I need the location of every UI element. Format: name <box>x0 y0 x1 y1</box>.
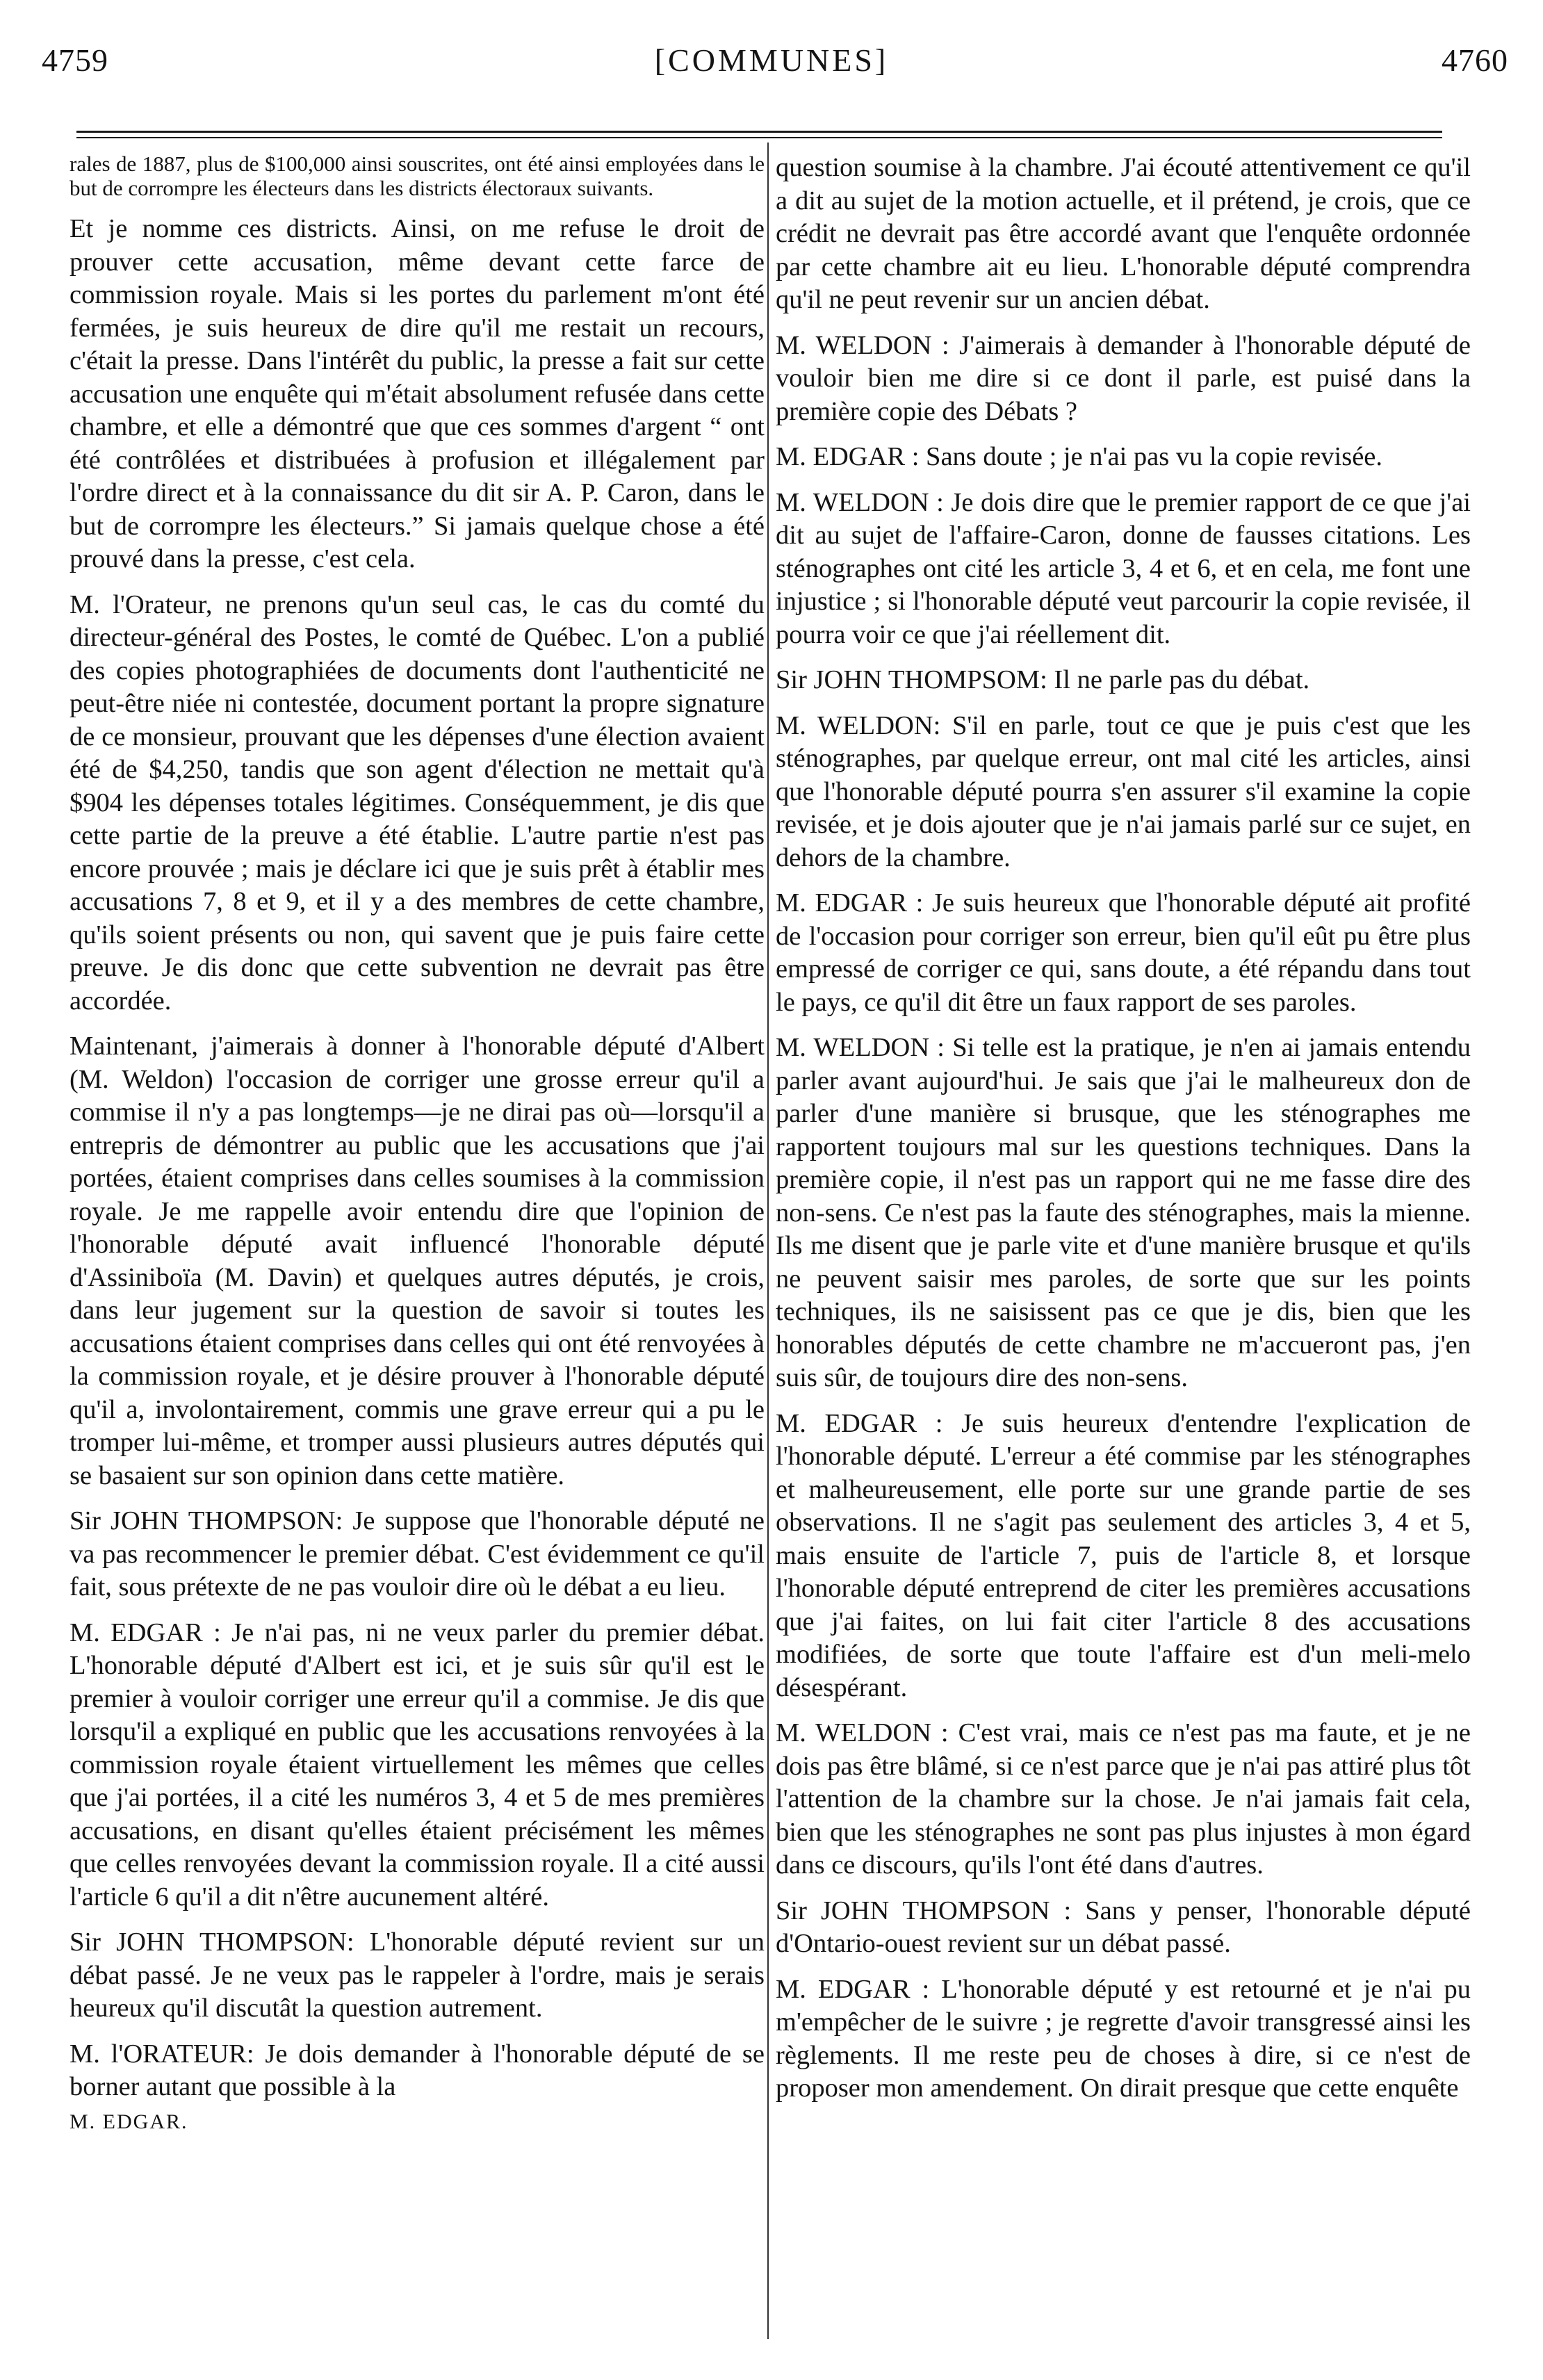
speaker-name: Sir JOHN THOMPSON: <box>70 1927 354 1957</box>
speaker-name: Sir JOHN THOMPSOM: <box>776 665 1047 694</box>
header-rule-thin <box>76 137 1442 138</box>
right-column <box>776 152 1471 2118</box>
column-divider <box>767 142 769 2339</box>
paragraph <box>70 213 765 576</box>
paragraph <box>776 664 1471 697</box>
paragraph <box>70 1617 765 1914</box>
paragraph-text: Sans y penser, l'honorable député d'Ontario-ouest revient sur un débat passé. <box>776 1896 1471 1958</box>
paragraph <box>776 441 1471 474</box>
paragraph <box>70 589 765 1018</box>
paragraph <box>776 487 1471 652</box>
paragraph-text: Si telle est la pratique, je n'en ai jamais entendu parler avant aujourd'hui. Je sais que j'ai le malheureux don de parler d'une manière si brusque, que les sténographes me rapportent toujours mal sur les questions techniques. Dans la première copie, il n'est pas un rapport qui ne me fasse dire des non-sens. Ce n'est pas la faute des sténographes, mais la mienne. Ils me disent que je parle vite et d'une manière brusque et qu'ils ne peuvent saisir mes paroles, de sorte que sur les points techniques, ils ne saisissent pas ce que je dis, bien que les honorables députés de cette chambre ne m'accueront pas, j'en suis sûr, de toujours dire des non-sens. <box>776 1033 1471 1392</box>
speaker-name: M. WELDON : <box>776 487 944 517</box>
paragraph-text: M. l'Orateur, ne prenons qu'un seul cas, le cas du comté du directeur-général des Postes, le comté de Québec. L'on a publié des copies photographiées de documents dont l'authenticité ne peut-être niée ni contestée, document portant la propre signature de ce monsieur, prouvant que les dépenses d'une élection avaient été de $4,250, tandis que son agent d'élection ne mettait qu'à $904 les dépenses totales légitimes. Conséquemment, je dis que cette partie de la preuve a été établie. L'autre partie n'est pas encore prouvée ; mais je déclare ici que je suis prêt à établir mes accusations 7, 8 et 9, et il y a des membres de cette chambre, qu'ils soient présents ou non, qui savent que je puis faire cette preuve. Je dis donc que cette subvention ne devrait pas être accordée. <box>70 589 765 1016</box>
signature-line <box>70 2104 765 2139</box>
paragraph-text: Je dois demander à l'honorable député de se borner autant que possible à la <box>70 2039 765 2101</box>
paragraph-text: Je suppose que l'honorable député ne va pas recommencer le premier débat. C'est évidemment ce qu'il fait, sous prétexte de ne pas vouloir dire où le débat a eu lieu. <box>70 1506 765 1601</box>
paragraph <box>70 1926 765 2026</box>
paragraph <box>70 1505 765 1604</box>
paragraph-text: C'est vrai, mais ce n'est pas ma faute, et je ne dois pas être blâmé, si ce n'est parce que je n'ai pas attiré plus tôt l'attention de la chambre sur la chose. Je n'ai jamais fait cela, bien que les sténographes ne sont pas plus injustes à mon égard dans ce discours, qu'ils l'ont été dans d'autres. <box>776 1718 1471 1880</box>
paragraph <box>776 1032 1471 1395</box>
paragraph <box>776 329 1471 429</box>
header-rule <box>76 131 1442 133</box>
speaker-name: M. WELDON: <box>776 710 941 740</box>
speaker-name: M. WELDON : <box>776 1033 945 1062</box>
speaker-name: Sir JOHN THOMPSON: <box>70 1506 343 1535</box>
paragraph-text: Je dois dire que le premier rapport de ce que j'ai dit au sujet de l'affaire-Caron, donne de fausses citations. Les sténographes ont cité les article 3, 4 et 6, et en cela, me font une injustice ; si l'honorable député veut parcourir la copie revisée, il pourra voir ce que j'ai réellement dit. <box>776 487 1471 649</box>
paragraph <box>776 1895 1471 1961</box>
speaker-name: M. EDGAR : <box>776 1974 930 2004</box>
paragraph <box>70 1030 765 1492</box>
paragraph <box>776 152 1471 317</box>
paragraph-text: J'aimerais à demander à l'honorable député de vouloir bien me dire si ce dont il parle, est puisé dans la première copie des Débats ? <box>776 330 1471 426</box>
speaker-name: Sir JOHN THOMPSON : <box>776 1896 1072 1925</box>
paragraph <box>776 710 1471 875</box>
paragraph-text: Il ne parle pas du débat. <box>1047 665 1310 694</box>
paragraph <box>776 1973 1471 2105</box>
paragraph-text: Je suis heureux que l'honorable député ait profité de l'occasion pour corriger son erreur, bien qu'il eût pu être plus empressé de corriger ce qui, sans doute, a été répandu dans tout le pays, ce qu'il dit être un faux rapport de ses paroles. <box>776 888 1471 1017</box>
speaker-name: M. l'ORATEUR: <box>70 2039 254 2069</box>
paragraph-text: rales de 1887, plus de $100,000 ainsi souscrites, ont été ainsi employées dans le but de corrompre les électeurs dans les districts électoraux suivants. <box>70 152 765 200</box>
speaker-name: M. EDGAR : <box>776 888 924 918</box>
paragraph <box>776 887 1471 1019</box>
page-number-right: 4760 <box>1442 42 1508 78</box>
paragraph-text: Sans doute ; je n'ai pas vu la copie revisée. <box>919 442 1383 471</box>
paragraph-text: Je n'ai pas, ni ne veux parler du premier débat. L'honorable député d'Albert est ici, et je suis sûr qu'il est le premier à vouloir corriger une erreur qu'il a commise. Je dis que lorsqu'il a expliqué en public que les accusations renvoyées à la commission royale étaient virtuellement les mêmes que celles que j'ai portées, il a cité les numéros 3, 4 et 5 de mes premières accusations, en disant qu'elles étaient précisément les mêmes que celles renvoyées devant la commission royale. Il a cité aussi l'article 6 qu'il a dit n'être aucunement altéré. <box>70 1617 765 1912</box>
speaker-name: M. WELDON : <box>776 330 949 360</box>
paragraph <box>70 2038 765 2104</box>
left-column <box>70 152 765 2138</box>
speaker-name: M. EDGAR : <box>70 1617 221 1647</box>
paragraph-text: L'honorable député y est retourné et je n'ai pu m'empêcher de le suivre ; je regrette d'avoir transgressé ainsi les règlements. Il me reste peu de choses à dire, si ce n'est de proposer mon amendement. On dirait presque que cette enquête <box>776 1974 1471 2103</box>
speaker-name: M. EDGAR : <box>776 1408 943 1438</box>
paragraph <box>70 152 765 200</box>
speaker-name: M. EDGAR : <box>776 442 920 471</box>
page-number-left: 4759 <box>42 42 108 78</box>
paragraph-text: S'il en parle, tout ce que je puis c'est que les sténographes, par quelque erreur, ont mal cité les articles, ainsi que l'honorable député pourra s'en assurer s'il examine la copie revisée, et je dois ajouter que je n'ai jamais parlé sur ce sujet, en dehors de la chambre. <box>776 710 1471 872</box>
paragraph <box>776 1717 1471 1882</box>
page-title: [COMMUNES] <box>654 42 889 78</box>
page-header <box>0 42 1543 83</box>
signature: M. EDGAR. <box>70 2110 188 2133</box>
paragraph-text: Je suis heureux d'entendre l'explication de l'honorable député. L'erreur a été commise par les sténographes et malheureusement, elle porte sur une grande partie de ses observations. Il ne s'agit pas seulement des articles 3, 4 et 5, mais ensuite de l'article 7, puis de l'article 8, et lorsque l'honorable député entreprend de citer les premières accusations que j'ai faites, on lui fait citer l'article 8 des accusations modifiées, de sorte que toute l'affaire est d'un meli-melo désespérant. <box>776 1408 1471 1702</box>
paragraph-text: Et je nomme ces districts. Ainsi, on me refuse le droit de prouver cette accusation, même devant cette farce de commission royale. Mais si les portes du parlement m'ont été fermées, je suis heureux de dire qu'il me restait un recours, c'était la presse. Dans l'intérêt du public, la presse a fait sur cette accusation une enquête qui m'était absolument refusée dans cette chambre, et elle a démontré que que ces sommes d'argent “ ont été contrôlées et distribuées à profusion et illégalement par l'ordre direct et à la connaissance du dit sir A. P. Caron, dans le but de corrompre les électeurs.” Si jamais quelque chose a été prouvé dans la presse, c'est cela. <box>70 214 765 573</box>
paragraph <box>776 1408 1471 1705</box>
paragraph-text: L'honorable député revient sur un débat passé. Je ne veux pas le rappeler à l'ordre, mais je serais heureux qu'il discutât la question autrement. <box>70 1927 765 2023</box>
paragraph-text: question soumise à la chambre. J'ai écouté attentivement ce qu'il a dit au sujet de la motion actuelle, et il prétend, je crois, que ce crédit ne devrait pas être accordé avant que l'enquête ordonnée par cette chambre ait eu lieu. L'honorable député comprendra qu'il ne peut revenir sur un ancien débat. <box>776 153 1471 314</box>
speaker-name: M. WELDON : <box>776 1718 949 1747</box>
paragraph-text: Maintenant, j'aimerais à donner à l'honorable député d'Albert (M. Weldon) l'occasion de corriger une grosse erreur qu'il a commise il n'y a pas longtemps—je ne dirai pas où—lorsqu'il a entrepris de démontrer au public que les accusations que j'ai portées, étaient comprises dans celles soumises à la commission royale. Je me rappelle avoir entendu dire que l'opinion de l'honorable député avait influencé l'honorable député d'Assiniboïa (M. Davin) et quelques autres députés, je crois, dans leur jugement sur la question de savoir si toutes les accusations étaient comprises dans celles qui ont été renvoyées à la commission royale, et je désire prouver à l'honorable député qu'il a, involontairement, commis une grave erreur qui a pu le tromper lui-même, et tromper aussi plusieurs autres députés qui se basaient sur son opinion dans cette matière. <box>70 1032 765 1490</box>
